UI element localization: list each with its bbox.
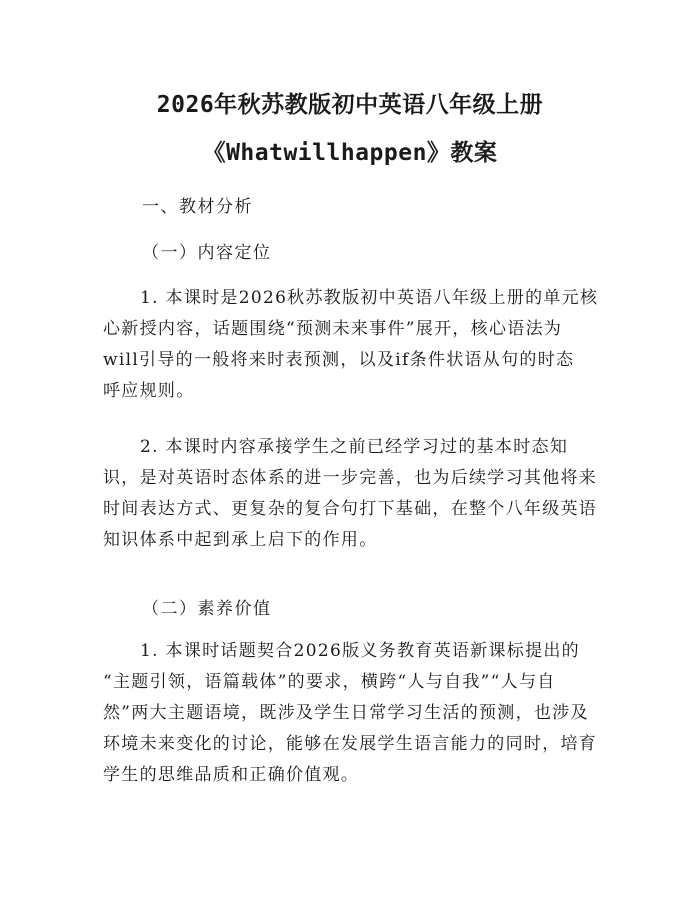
paragraph-line: 识，是对英语时态体系的进一步完善，也为后续学习其他将来 — [103, 468, 598, 488]
paragraph-line: will引导的一般将来时表预测，以及if条件状语从句的时态 — [103, 350, 575, 370]
paragraph-line: 学生的思维品质和正确价值观。 — [103, 765, 360, 785]
paragraph-3 — [103, 636, 598, 791]
document-title-line-1: 2026年秋苏教版初中英语八年级上册 — [156, 92, 544, 118]
subsection-heading-literacy-value: （二）素养价值 — [142, 599, 272, 619]
paragraph-line: 心新授内容，话题围绕“预测未来事件”展开，核心语法为 — [103, 319, 563, 339]
paragraph-line: 时间表达方式、更复杂的复合句打下基础，在整个八年级英语 — [103, 499, 598, 519]
document-title-line-2: 《Whatwillhappen》教案 — [202, 140, 498, 166]
paragraph-line: 2. 本课时内容承接学生之前已经学习过的基本时态知 — [140, 437, 569, 457]
section-heading-textbook-analysis: 一、教材分析 — [142, 197, 253, 217]
paragraph-1 — [103, 283, 598, 407]
paragraph-line: 1. 本课时是2026秋苏教版初中英语八年级上册的单元核 — [140, 288, 599, 308]
paragraph-2 — [103, 432, 598, 556]
subsection-heading-content-positioning: （一）内容定位 — [142, 243, 272, 263]
paragraph-line: 环境未来变化的讨论，能够在发展学生语言能力的同时，培育 — [103, 734, 598, 754]
paragraph-line: 然”两大主题语境，既涉及学生日常学习生活的预测，也涉及 — [103, 703, 589, 723]
paragraph-line: 知识体系中起到承上启下的作用。 — [103, 530, 378, 550]
paragraph-line: “主题引领，语篇载体”的要求，横跨“人与自我”“人与自 — [103, 672, 556, 692]
paragraph-line: 1. 本课时话题契合2026版义务教育英语新课标提出的 — [140, 641, 580, 661]
paragraph-line: 呼应规则。 — [103, 381, 195, 401]
